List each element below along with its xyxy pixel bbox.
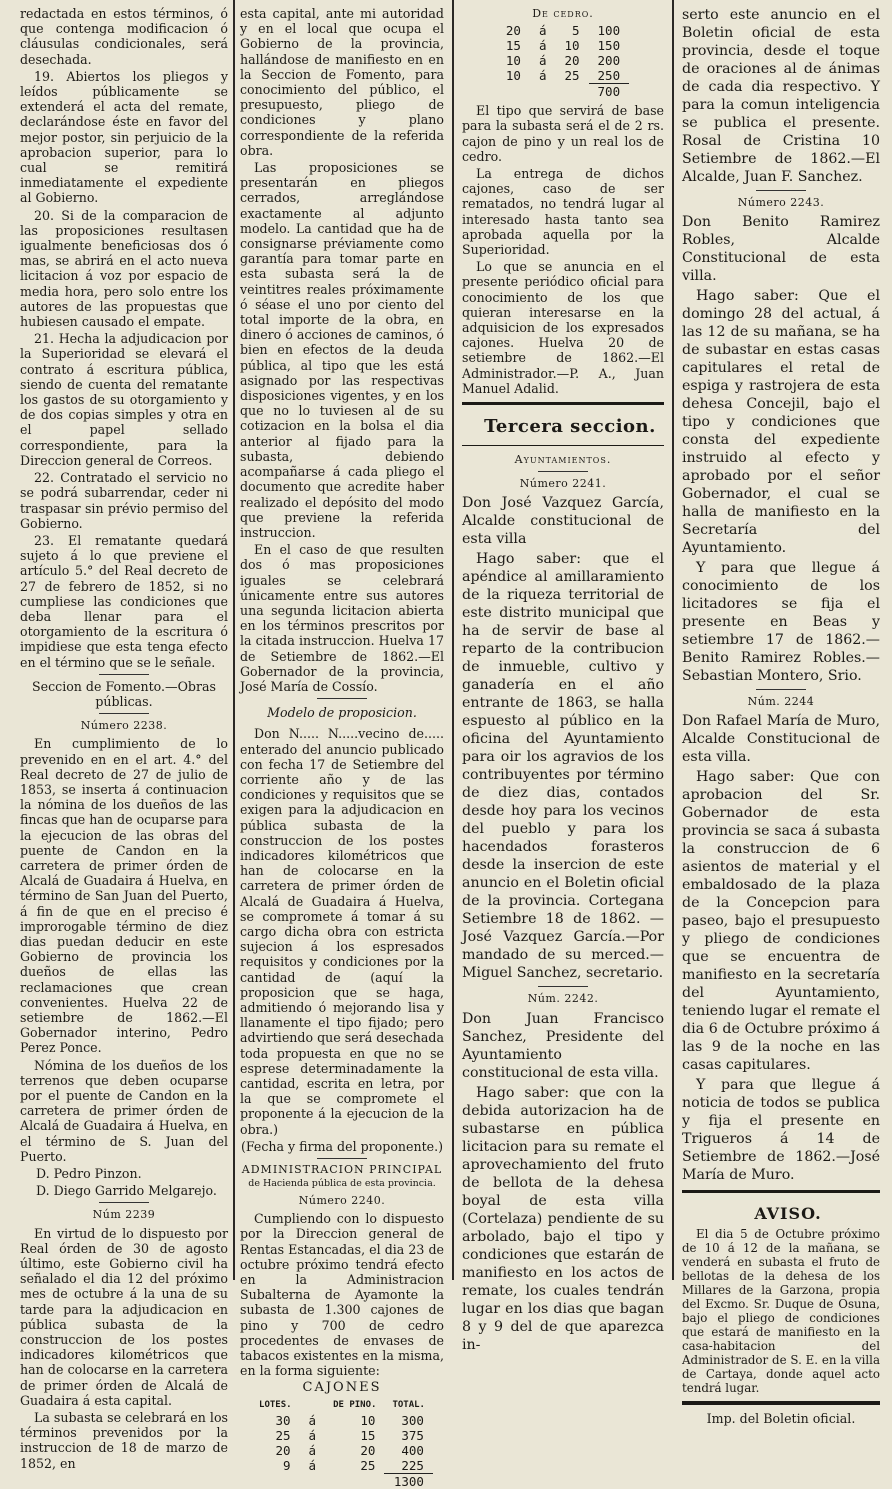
notice-number: Número 2238. (80, 719, 168, 733)
paragraph: redactada en estos términos, ó que contenga modificacion ó cláusulas condicionales, será desechada. (20, 6, 228, 67)
owner-name: D. Diego Garrido Melgarejo. (36, 1183, 217, 1199)
paragraph: Hago saber: Que con aprobacion del Sr. Gobernador de esta provincia se saca á subasta la construccion de 6 asientos de material y el embaldosado de la plaza de la Concepcion para paseo, bajo el presupuesto y pliego de condiciones que se encuentra de manifiesto en la secretaría del Ayuntamiento, teniendo lugar el remate el dia 6 de Octubre próximo á las 9 de la noche en las casas capitulares. (682, 769, 880, 1074)
column-rule (672, 0, 674, 1280)
notice-heading: Don José Vazquez García, Alcalde constitucional de esta villa (462, 495, 664, 548)
paragraph: Hago saber: que el apéndice al amillaramiento de la riqueza territorial de este distrito municipal que ha de servir de base al reparto de la contribucion de inmueble, cultivo y ganadería en el año entrante de 1863, se halla espuesto al público en la oficina del Ayuntamiento para oir los agravios de los contribuyentes por término de diez dias, contados desde hoy para los vecinos del pueblo y para los hacendados forasteros desde la insercion de este anuncio en el Boletin oficial de la provincia. Cortegana Setiembre 18 de 1862. —José Vazquez García.—Por mandado de su merced.—Miguel Sanchez, secretario. (462, 551, 664, 982)
table-row: 10 á 25 250 (505, 68, 621, 84)
separator (317, 1158, 367, 1159)
paragraph: La entrega de dichos cajones, caso de ser rematados, no tendrá lugar al interesado hasta tanto sea aprobada aquella por la Superioridad. (462, 166, 664, 258)
section-rule (682, 1401, 880, 1405)
paragraph: Don N..... N.....vecino de..... enterado del anuncio publicado con fecha 17 de Setiembre del corriente año y de las condiciones y requisitos que se exigen para la adjudicacion en pública subasta de la construccion de los postes indicadores kilométricos que han de colocarse en la carretera de primer órden de Alcalá de Guadaira á Huelva, se compromete á tomar á su cargo dicha obra con estricta sujecion á los espresados requisitos y condiciones por la cantidad de (aquí la proposicion que se haga, admitiendo ó mejorando lisa y llanamente el tipo fijado; pero advirtiendo que será desechada toda propuesta en que no se esprese determinadamente la cantidad, escrita en letra, por la que se compromete el proponente á la ejecucion de la obra.) (240, 726, 444, 1137)
notice-number: Número 2241. (519, 477, 607, 491)
paragraph: Las proposiciones se presentarán en pliegos cerrados, arreglándose exactamente al adjunto modelo. La cantidad que ha de consignarse préviamente como garantía para tomar parte en esta subasta será la de veintitres reales próximamente ó séase el uno por ciento del total importe de la obra, en dinero ó acciones de caminos, ó bien en efectos de la deuda pública, al tipo que les está asignado por las respectivas disposiciones vigentes, y en los que no lo tuviesen al de su cotizacion en la bolsa el dia anterior al fijado para la subasta, debiendo acompañarse á cada pliego el documento que acredite haber realizado el depósito del modo que previene la referida instruccion. (240, 160, 444, 540)
owner-name: D. Pedro Pinzon. (36, 1166, 142, 1182)
paragraph: 23. El rematante quedará sujeto á lo que previene el artículo 5.° del Real decreto de 27 de febrero de 1852, si no cumpliese las condiciones que deba llenar para el otorgamiento de la escritura ó impidiese que esta tenga efecto en el término que se le señale. (20, 532, 228, 670)
notice-heading: Don Juan Francisco Sanchez, Presidente del Ayuntamiento constitucional de esta villa. (462, 1010, 664, 1081)
notice-heading: Don Benito Ramirez Robles, Alcalde Constitucional de esta villa. (682, 214, 880, 285)
cedar-boxes-table (497, 23, 629, 99)
paragraph: Nómina de los dueños de los terrenos que deben ocuparse por el puente de Candon en la carretera de primer órden de Alcalá de Guadaira á Huelva, en el término de S. Juan del Puerto. (20, 1057, 228, 1164)
notice-number: Núm. 2244 (747, 695, 815, 709)
paragraph: 21. Hecha la adjudicacion por la Superioridad se elevará el contrato á escritura pública, siendo de cuenta del rematante los gastos de su otorgamiento y de dos copias simples y otra en el papel sellado correspondiente, para la Direccion general de Correos. (20, 331, 228, 468)
subsection-title: Ayuntamientos. (514, 453, 612, 467)
model-title: Modelo de proposicion. (267, 705, 417, 721)
admin-title: ADMINISTRACION PRINCIPAL (241, 1163, 443, 1177)
paragraph: En el caso de que resulten dos ó mas proposiciones iguales se celebrará únicamente entre sus autores una segunda licitacion abierta en los términos prescritos por la citada instruccion. Huelva 17 de Setiembre de 1862.—El Gobernador de la provincia, José María de Cossío. (240, 542, 444, 694)
section-rule (462, 402, 664, 405)
paragraph: El tipo que servirá de base para la subasta será el de 2 rs. cajon de pino y un real los de cedro. (462, 103, 664, 164)
table-row: 9 á 25 225 (283, 1457, 424, 1474)
section-rule (462, 445, 664, 446)
separator (99, 674, 149, 675)
separator (99, 713, 149, 714)
separator (756, 190, 806, 191)
section-title: Tercera seccion. (484, 416, 656, 438)
table-title: CAJONES (302, 1380, 382, 1396)
column-3 (462, 6, 664, 1353)
table-row: 15 á 10 150 (505, 38, 621, 54)
table-header: LOTES. (259, 1399, 292, 1410)
paragraph: En virtud de lo dispuesto por Real órden de 30 de agosto último, este Gobierno civil ha señalado el dia 12 del próximo mes de octubre á la una de su tarde para la adjudicacion en pública subasta de la construccion de los postes indicadores kilométricos que han de colocarse en la carretera de primer órden de Alcalá de Guadaira á esta capital. (20, 1225, 228, 1408)
table-total: 1300 (384, 1473, 433, 1489)
paragraph: 20. Si de la comparacion de las proposiciones resultasen igualmente beneficiosas dos ó mas, se abrirá en el acto nueva licitacion á voz por espacio de media hora, pero solo entre los autores de las propuestas que hubiesen causado el empate. (20, 207, 228, 330)
admin-subtitle: de Hacienda pública de esta provincia. (248, 1178, 436, 1190)
paragraph: En cumplimiento de lo prevenido en en el art. 4.° del Real decreto de 27 de julio de 1853, se inserta á continuacion la nómina de los dueños de las fincas que han de ocuparse para la ejecucion de las obras del puente de Candon en la carretera de primer órden de Alcalá de Guadaira á Huelva, en término de San Juan del Puerto, á fin de que en el preciso é improrogable término de diez dias puedan deducir en este Gobierno de provincia los dueños de ellas las reclamaciones que crean convenientes. Huelva 22 de setiembre de 1862.—El Gobernador interino, Pedro Perez Ponce. (20, 736, 228, 1056)
column-2 (240, 6, 444, 1489)
notice-number: Núm 2239 (92, 1208, 156, 1222)
notice-heading: Don Rafael María de Muro, Alcalde Constitucional de esta villa. (682, 713, 880, 766)
notice-number: Número 2240. (298, 1194, 386, 1208)
notice-number: Núm. 2242. (527, 992, 599, 1006)
paragraph: esta capital, ante mi autoridad y en el local que ocupa el Gobierno de la provincia, hallándose de manifiesto en en la Seccion de Fomento, para conocimiento del público, el presupuesto, pliego de condiciones y plano correspondiente de la referida obra. (240, 6, 444, 158)
section-heading: Seccion de Fomento.—Obras públicas. (32, 678, 216, 709)
column-rule (233, 0, 235, 1280)
paragraph: 19. Abiertos los pliegos y leídos públicamente se extenderá el acta del remate, declarándose éste en favor del mejor postor, sin perjuicio de la aprobacion superior, para lo cual se remitirá inmediatamente el expediente al Gobierno. (20, 68, 228, 206)
section-rule (682, 1190, 880, 1193)
separator (99, 1202, 149, 1203)
column-rule (452, 0, 454, 1280)
table-header: DE PINO. (333, 1399, 377, 1410)
paragraph: 22. Contratado el servicio no se podrá subarrendar, ceder ni traspasar sin prévio permiso del Gobierno. (20, 470, 228, 531)
separator (756, 689, 806, 690)
signature-line: (Fecha y firma del proponente.) (240, 1138, 444, 1154)
pine-boxes-table (251, 1398, 433, 1489)
column-4 (682, 6, 880, 1427)
table-row: 20 á 5 100 (505, 23, 621, 39)
table-row: 10 á 20 200 (505, 53, 621, 69)
paragraph: Y para que llegue á noticia de todos se publica y fija el presente en Trigueros á 14 de Setiembre de 1862.—José María de Muro. (682, 1077, 880, 1184)
table-total: 700 (589, 84, 630, 100)
table-row: 30 á 10 300 (275, 1412, 424, 1428)
separator (317, 698, 367, 699)
paragraph: serto este anuncio en el Boletin oficial de esta provincia, desde el toque de oraciones al de ánimas de cada dia respectivo. Y para la comun inteligencia se publica el presente. Rosal de Cristina 10 Setiembre de 1862.—El Alcalde, Juan F. Sanchez. (682, 7, 880, 185)
notice-title: AVISO. (754, 1204, 822, 1224)
table-title: De cedro. (532, 7, 594, 20)
table-header: TOTAL. (392, 1399, 425, 1410)
table-row: 20 á 20 400 (275, 1442, 424, 1458)
separator (538, 471, 588, 472)
paragraph: Cumpliendo con lo dispuesto por la Direccion general de Rentas Estancadas, el dia 23 de octubre próximo tendrá efecto en la Administracion Subalterna de Ayamonte la subasta de 1.300 cajones de pino y 700 de cedro procedentes de envases de tabacos existentes en la misma, en la forma siguiente: (240, 1211, 444, 1379)
imprint: Imp. del Boletin oficial. (706, 1411, 856, 1427)
separator (538, 986, 588, 987)
paragraph: Hago saber: Que el domingo 28 del actual, á las 12 de su mañana, se ha de subastar en estas casas capitulares el retal de espiga y rastrojera de esta dehesa Concejil, bajo el tipo y condiciones que consta del expediente instruido al efecto y aprobado por el señor Gobernador, el cual se halla de manifiesto en la Secretaría del Ayuntamiento. (682, 288, 880, 557)
paragraph: El dia 5 de Octubre próximo de 10 á 12 de la mañana, se venderá en subasta el fruto de bellotas de la dehesa de los Millares de la Garzona, propia del Excmo. Sr. Duque de Osuna, bajo el pliego de condiciones que estará de manifiesto en la casa-habitacion del Administrador de S. E. en la villa de Cartaya, donde aquel acto tendrá lugar. (682, 1227, 880, 1396)
paragraph: Lo que se anuncia en el presente periódico oficial para conocimiento de los que quieran interesarse en la adquisicion de los expresados cajones. Huelva 20 de setiembre de 1862.—El Administrador.—P. A., Juan Manuel Adalid. (462, 259, 664, 396)
table-row: 25 á 15 375 (275, 1427, 424, 1443)
paragraph: Y para que llegue á conocimiento de los licitadores se fija el presente en Beas y setiembre 17 de 1862.—Benito Ramirez Robles.—Sebastian Montero, Srio. (682, 560, 880, 685)
paragraph: La subasta se celebrará en los términos prevenidos por la instruccion de 18 de marzo de 1852, en (20, 1410, 228, 1471)
column-1 (20, 6, 228, 1471)
paragraph: Hago saber: que con la debida autorizacion ha de subastarse en pública licitacion para su remate el aprovechamiento del fruto de bellota de la dehesa boyal de esta villa (Cortelaza) pendiente de su arbolado, bajo el tipo y condiciones que estarán de manifiesto en los actos de remate, los cuales tendrán lugar en los dias que bagan 8 y 9 del de que aparezca in- (462, 1084, 664, 1353)
notice-number: Número 2243. (737, 196, 825, 209)
